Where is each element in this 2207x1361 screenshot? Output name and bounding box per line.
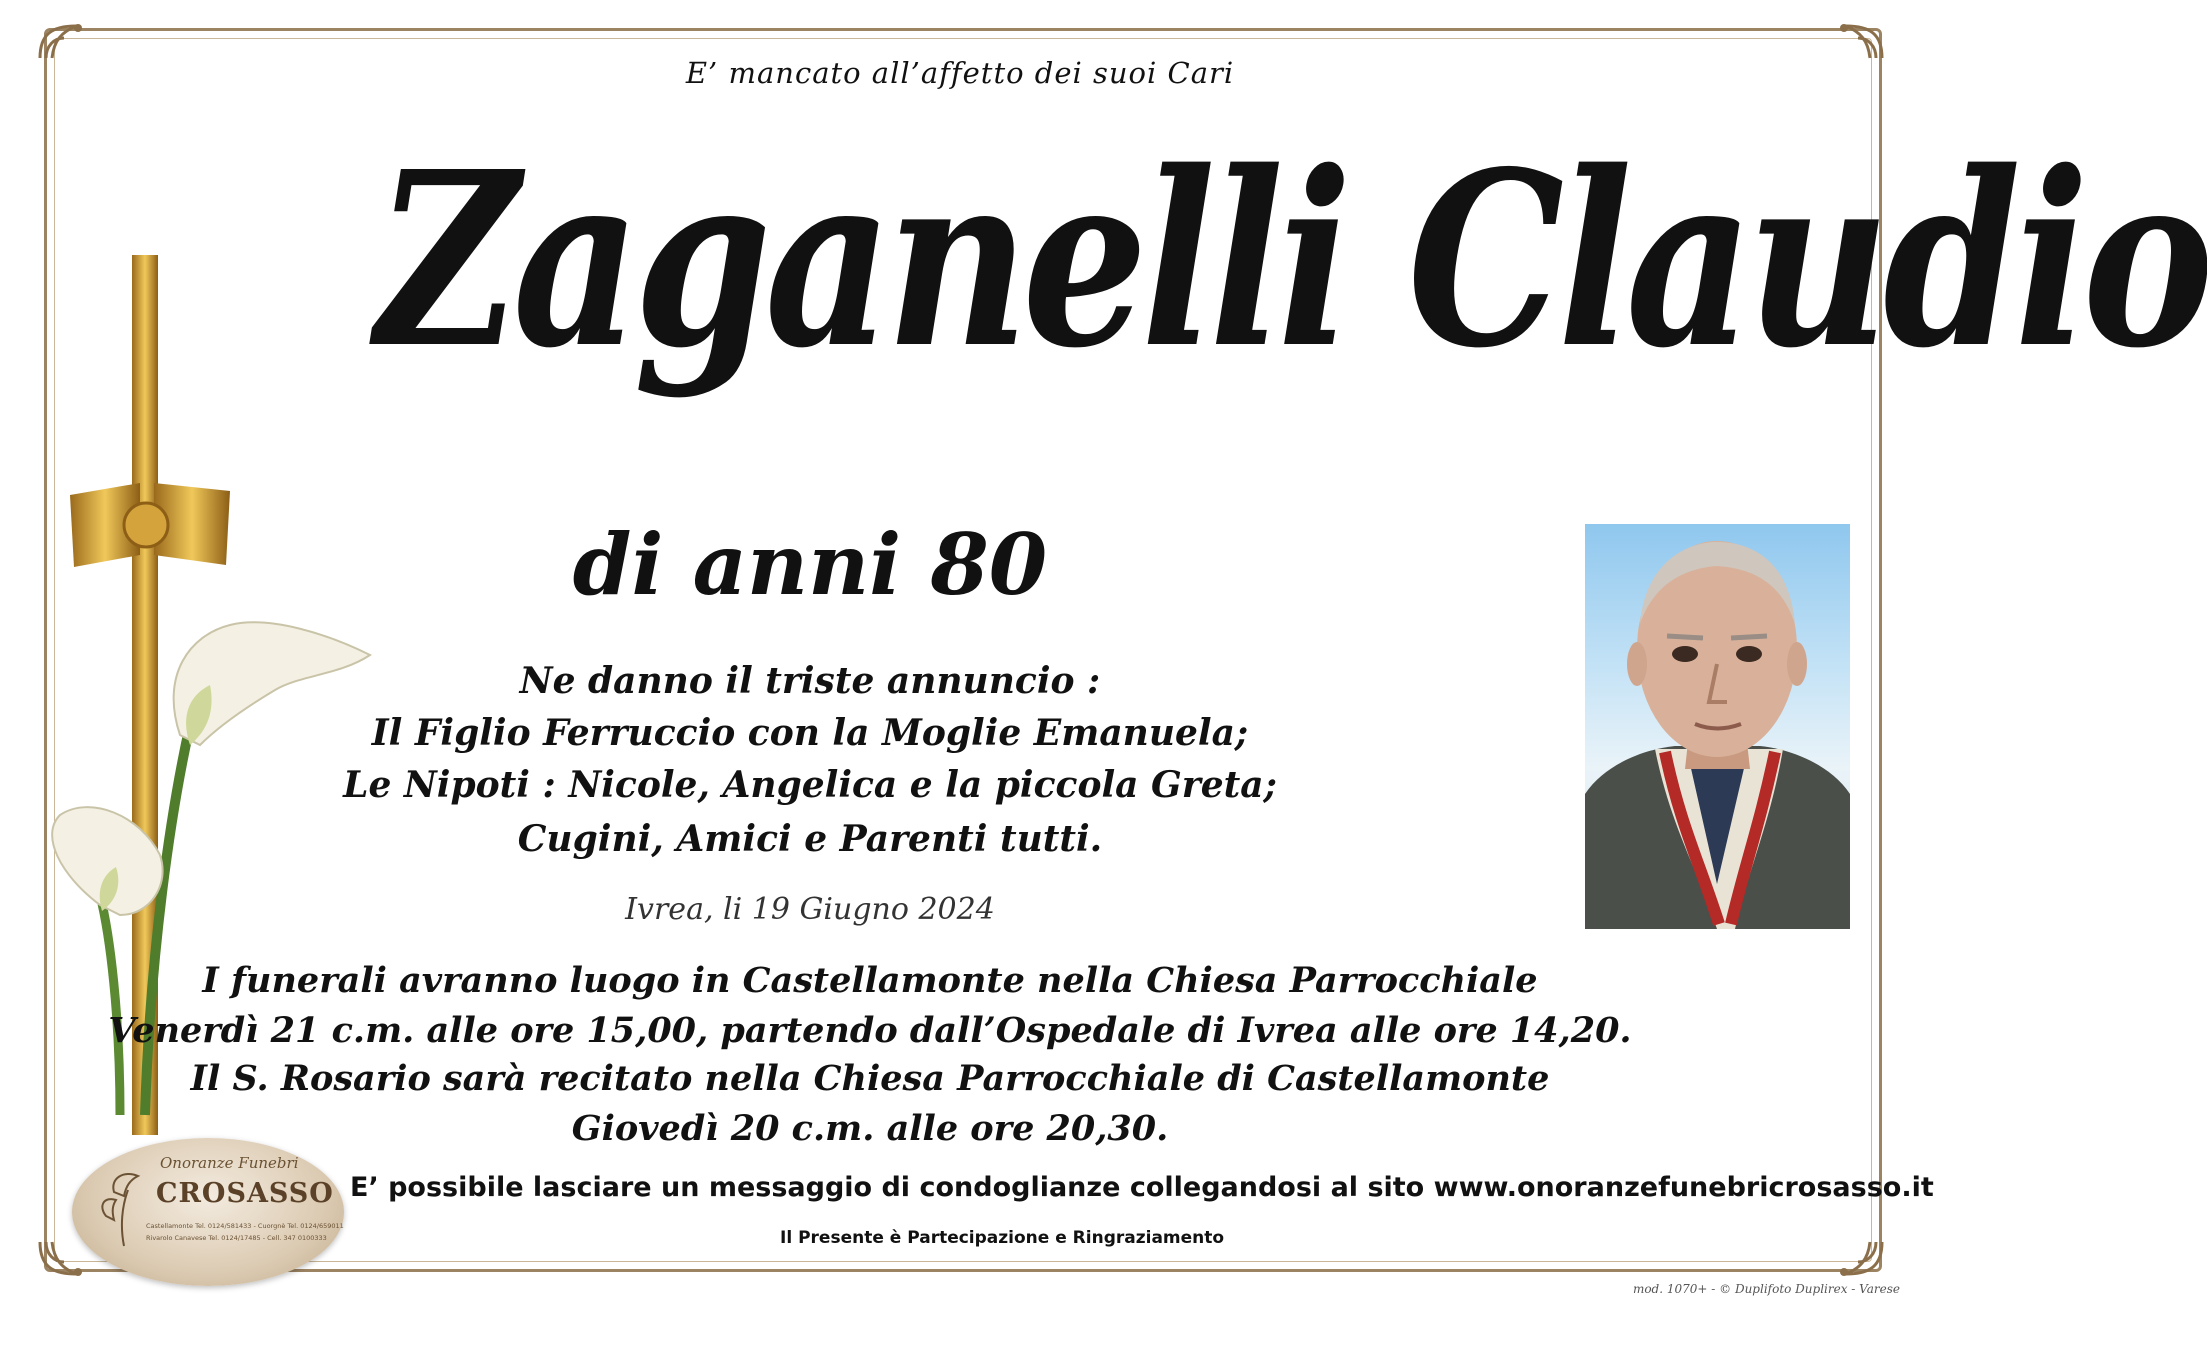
mourner-line: Cugini, Amici e Parenti tutti. [517,818,1103,860]
lily-emblem-icon [94,1166,150,1250]
logo-contact-line: Rivarolo Canavese Tel. 0124/17485 - Cell. 347 0100333 [146,1234,327,1242]
deceased-age: di anni 80 [572,515,1048,614]
mourner-line: Le Nipoti : Nicole, Angelica e la piccola Greta; [343,764,1277,806]
funeral-line: Giovedì 20 c.m. alle ore 20,30. [571,1108,1169,1149]
announcement-intro: Ne danno il triste annuncio : [519,660,1101,702]
logo-contact-line: Castellamonte Tel. 0124/581433 - Cuorgnè Tel. 0124/659011 [146,1222,344,1230]
deceased-portrait [1585,524,1850,929]
condolences-note: E’ possibile lasciare un messaggio di condoglianze collegandosi al sito www.onoranzefunebricrosasso.it [350,1172,1934,1203]
deceased-name: Zaganelli Claudio [375,119,2207,401]
thanks-note: Il Presente è Partecipazione e Ringraziamento [780,1228,1225,1248]
dateline: Ivrea, li 19 Giugno 2024 [625,892,995,927]
print-credit: mod. 1070+ - © Duplifoto Duplirex - Varese [1632,1282,1900,1296]
portrait-illustration [1585,524,1850,929]
funeral-line: I funerali avranno luogo in Castellamonte nella Chiesa Parrocchiale [202,960,1538,1001]
funeral-line: Venerdì 21 c.m. alle ore 15,00, partendo dall’Ospedale di Ivrea alle ore 14,20. [108,1010,1632,1051]
funeral-home-logo [72,1138,344,1286]
logo-top-text: Onoranze Funebri [160,1154,299,1172]
corner-ornament-bottom-right [1820,1212,1890,1282]
funeral-line: Il S. Rosario sarà recitato nella Chiesa Parrocchiale di Castellamonte [190,1058,1550,1099]
mourner-line: Il Figlio Ferruccio con la Moglie Emanuela; [371,712,1249,754]
logo-brand: CROSASSO [156,1178,334,1209]
subtitle: E’ mancato all’affetto dei suoi Cari [685,56,1235,90]
